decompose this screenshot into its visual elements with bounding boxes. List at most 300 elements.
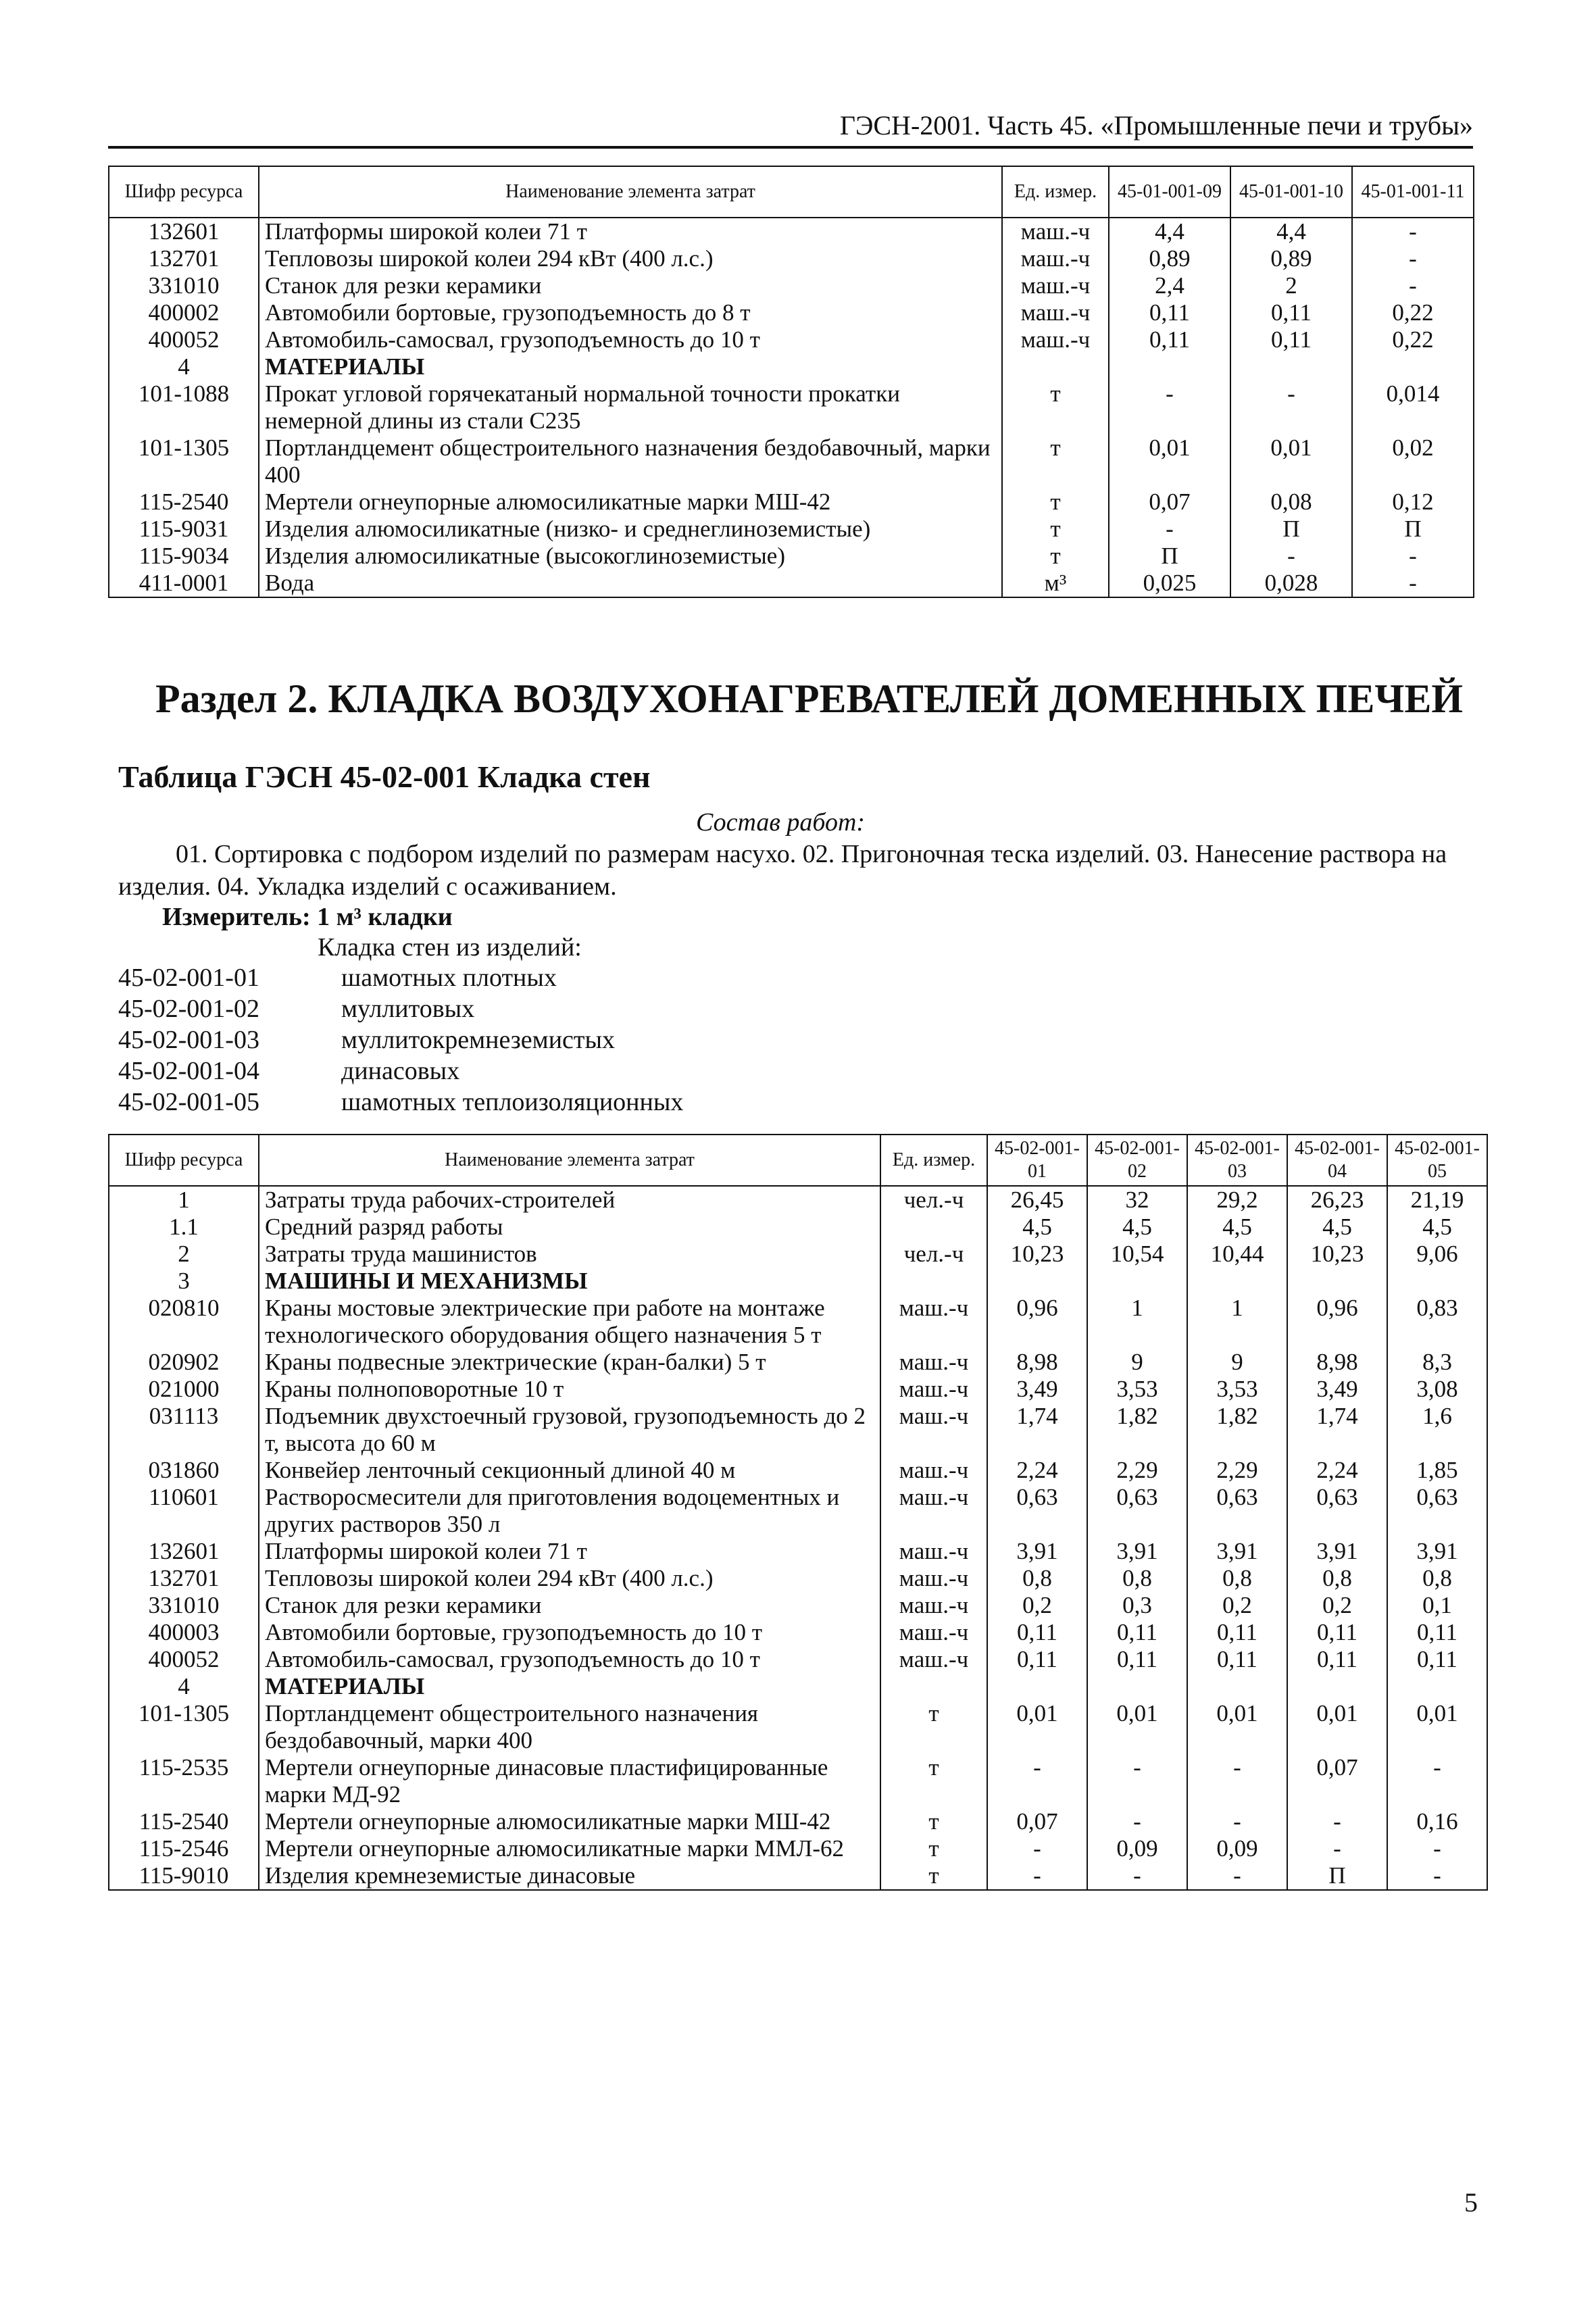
unit-cell: маш.-ч [1002,218,1109,245]
resource-code-cell: 115-9034 [109,543,259,570]
list-item [118,1056,929,1087]
value-cell: 4,4 [1109,218,1230,245]
table-row [109,1862,1487,1890]
table-row [109,353,1474,380]
table-row [109,1186,1487,1214]
value-cell: 0,63 [1087,1484,1187,1538]
resource-name-cell: Станок для резки керамики [259,272,1002,299]
unit-cell: т [880,1700,987,1754]
table-row [109,272,1474,299]
value-cell: 2,29 [1087,1457,1187,1484]
resource-code-cell: 1.1 [109,1214,259,1241]
unit-cell: т [880,1835,987,1862]
resource-name-cell: Автомобили бортовые, грузоподъемность до 8 т [259,299,1002,326]
table-row [109,326,1474,353]
table-row [109,1619,1487,1646]
variant-code: 45-02-001-02 [118,995,259,1023]
unit-cell: т [1002,543,1109,570]
value-cell: 8,3 [1387,1349,1487,1376]
value-cell: 0,11 [1187,1619,1287,1646]
value-cell: - [1287,1808,1387,1835]
resource-name-cell: Платформы широкой колеи 71 т [259,218,1002,245]
value-cell: 9 [1187,1349,1287,1376]
resource-name-cell: МАТЕРИАЛЫ [259,353,1002,380]
value-cell: 26,45 [987,1186,1087,1214]
value-cell: 0,11 [1230,299,1352,326]
resource-name-cell: Конвейер ленточный секционный длиной 40 м [259,1457,880,1484]
table-row [109,1646,1487,1673]
value-cell: - [1387,1754,1487,1808]
resource-name-cell: Изделия алюмосиликатные (низко- и среднеглиноземистые) [259,516,1002,543]
value-cell: 0,11 [987,1619,1087,1646]
unit-cell: маш.-ч [880,1376,987,1403]
value-cell: 1,74 [1287,1403,1387,1457]
value-cell: 0,8 [987,1565,1087,1592]
value-cell: 0,8 [1387,1565,1487,1592]
variants-list [118,963,929,1118]
variants-caption: Кладка стен из изделий: [318,933,582,962]
value-cell: 26,23 [1287,1186,1387,1214]
value-cell: 8,98 [987,1349,1087,1376]
value-cell: 0,96 [1287,1295,1387,1349]
value-cell: - [1287,1835,1387,1862]
value-cell: 9,06 [1387,1241,1487,1268]
variant-code: 45-02-001-01 [118,964,259,992]
unit-cell [880,1268,987,1295]
table-row [109,1538,1487,1565]
list-item [118,994,929,1025]
header-cell: 45-02-001-05 [1387,1135,1487,1186]
resource-name-cell: Подъемник двухстоечный грузовой, грузоподъемность до 2 т, высота до 60 м [259,1403,880,1457]
value-cell: 0,01 [1109,434,1230,489]
resource-code-cell: 132701 [109,245,259,272]
value-cell: - [1187,1808,1287,1835]
value-cell: - [1087,1808,1187,1835]
value-cell: 1,6 [1387,1403,1487,1457]
value-cell: 2,24 [987,1457,1087,1484]
unit-cell [1002,353,1109,380]
unit-cell: маш.-ч [880,1403,987,1457]
value-cell: 0,11 [1387,1646,1487,1673]
resource-code-cell: 021000 [109,1376,259,1403]
resource-code-cell: 132701 [109,1565,259,1592]
variant-name: муллитовых [341,995,475,1023]
resource-code-cell: 2 [109,1241,259,1268]
value-cell: 4,5 [1187,1214,1287,1241]
unit-cell: маш.-ч [880,1565,987,1592]
unit-cell: т [880,1862,987,1890]
value-cell: 4,4 [1230,218,1352,245]
value-cell [987,1268,1087,1295]
table-row [109,299,1474,326]
value-cell [1187,1268,1287,1295]
value-cell: 0,11 [1109,326,1230,353]
resource-code-cell: 4 [109,353,259,380]
value-cell: 10,44 [1187,1241,1287,1268]
unit-cell: т [1002,380,1109,434]
resource-name-cell: Автомобиль-самосвал, грузоподъемность до 10 т [259,326,1002,353]
resource-name-cell: Изделия алюмосиликатные (высокоглиноземистые) [259,543,1002,570]
table-title: Таблица ГЭСН 45-02-001 Кладка стен [118,760,651,794]
variant-name: муллитокремнеземистых [341,1026,616,1054]
value-cell: - [1087,1754,1187,1808]
table-row [109,570,1474,597]
resource-code-cell: 1 [109,1186,259,1214]
table-row [109,1349,1487,1376]
value-cell: 0,89 [1230,245,1352,272]
value-cell: - [1387,1862,1487,1890]
resource-code-cell: 331010 [109,272,259,299]
header-cell: 45-02-001-04 [1287,1135,1387,1186]
value-cell: 0,8 [1187,1565,1287,1592]
resource-code-cell: 020902 [109,1349,259,1376]
value-cell: 2 [1230,272,1352,299]
value-cell: 0,12 [1352,489,1474,516]
value-cell: - [987,1754,1087,1808]
value-cell: 0,63 [1287,1484,1387,1538]
resource-code-cell: 020810 [109,1295,259,1349]
value-cell: 1,82 [1187,1403,1287,1457]
value-cell: 0,07 [1109,489,1230,516]
table-row [109,1214,1487,1241]
resource-name-cell: Портландцемент общестроительного назначения бездобавочный, марки 400 [259,1700,880,1754]
resource-code-cell: 331010 [109,1592,259,1619]
unit-cell: маш.-ч [880,1592,987,1619]
value-cell: 3,49 [987,1376,1087,1403]
variant-name: шамотных теплоизоляционных [341,1088,684,1116]
resource-name-cell: Автомобиль-самосвал, грузоподъемность до 10 т [259,1646,880,1673]
value-cell: 0,11 [1230,326,1352,353]
unit-cell: т [880,1808,987,1835]
resource-name-cell: Мертели огнеупорные динасовые пластифицированные марки МД-92 [259,1754,880,1808]
unit-cell: т [1002,434,1109,489]
value-cell: 3,53 [1187,1376,1287,1403]
resource-name-cell: Краны полноповоротные 10 т [259,1376,880,1403]
value-cell: 10,23 [1287,1241,1387,1268]
value-cell: 0,11 [987,1646,1087,1673]
variant-name: шамотных плотных [341,964,557,992]
value-cell: 29,2 [1187,1186,1287,1214]
value-cell: П [1352,516,1474,543]
resource-code-cell: 400052 [109,1646,259,1673]
resource-name-cell: Растворосмесители для приготовления водоцементных и других растворов 350 л [259,1484,880,1538]
resource-name-cell: МАШИНЫ И МЕХАНИЗМЫ [259,1268,880,1295]
value-cell: 3,53 [1087,1376,1187,1403]
variant-code: 45-02-001-03 [118,1026,259,1054]
resource-code-cell: 132601 [109,1538,259,1565]
resource-name-cell: Изделия кремнеземистые динасовые [259,1862,880,1890]
resource-code-cell: 115-2535 [109,1754,259,1808]
unit-cell: маш.-ч [880,1646,987,1673]
value-cell: 0,2 [1187,1592,1287,1619]
unit-cell: чел.-ч [880,1241,987,1268]
unit-cell: т [880,1754,987,1808]
value-cell: 0,22 [1352,326,1474,353]
value-cell: 0,11 [1287,1646,1387,1673]
value-cell: - [987,1862,1087,1890]
resource-code-cell: 400052 [109,326,259,353]
resource-table-2 [108,1134,1488,1891]
value-cell: 0,01 [1187,1700,1287,1754]
value-cell: 8,98 [1287,1349,1387,1376]
section-title: Раздел 2. КЛАДКА ВОЗДУХОНАГРЕВАТЕЛЕЙ ДОМЕННЫХ ПЕЧЕЙ [155,676,1464,721]
value-cell: 1 [1087,1295,1187,1349]
value-cell [1352,353,1474,380]
resource-code-cell: 110601 [109,1484,259,1538]
header-cell: 45-02-001-03 [1187,1135,1287,1186]
value-cell: 1,74 [987,1403,1087,1457]
value-cell: 0,22 [1352,299,1474,326]
table-row [109,1565,1487,1592]
table-row [109,1403,1487,1457]
header-cell: Наименование элемента затрат [259,166,1002,218]
value-cell: 3,91 [987,1538,1087,1565]
header-cell: 45-02-001-02 [1087,1135,1187,1186]
value-cell: 0,01 [1287,1700,1387,1754]
value-cell: - [1187,1862,1287,1890]
unit-cell [880,1673,987,1700]
resource-name-cell: Портландцемент общестроительного назначения бездобавочный, марки 400 [259,434,1002,489]
variant-code: 45-02-001-05 [118,1088,259,1116]
value-cell: - [1387,1835,1487,1862]
value-cell: 4,5 [1087,1214,1187,1241]
resource-table-1 [108,166,1474,598]
resource-code-cell: 101-1305 [109,434,259,489]
value-cell: 1,85 [1387,1457,1487,1484]
unit-cell: т [1002,489,1109,516]
value-cell: 2,4 [1109,272,1230,299]
value-cell: 0,1 [1387,1592,1487,1619]
value-cell [1287,1268,1387,1295]
value-cell: - [1352,543,1474,570]
value-cell: 4,5 [987,1214,1087,1241]
value-cell: 1,82 [1087,1403,1187,1457]
value-cell: 9 [1087,1349,1187,1376]
table-row [109,1835,1487,1862]
table-row [109,1592,1487,1619]
unit-cell: маш.-ч [1002,272,1109,299]
value-cell: П [1109,543,1230,570]
value-cell: - [1352,570,1474,597]
value-cell: П [1230,516,1352,543]
list-item [118,1087,929,1118]
page-number: 5 [1464,2187,1478,2218]
value-cell: 0,2 [987,1592,1087,1619]
value-cell: 0,11 [1109,299,1230,326]
page-header [108,107,1473,149]
unit-cell: маш.-ч [880,1457,987,1484]
unit-cell: чел.-ч [880,1186,987,1214]
unit-cell: маш.-ч [880,1538,987,1565]
header-cell: 45-01-001-11 [1352,166,1474,218]
value-cell [1087,1268,1187,1295]
table-row [109,1376,1487,1403]
table-row [109,543,1474,570]
value-cell: 0,63 [987,1484,1087,1538]
unit-cell: маш.-ч [880,1349,987,1376]
resource-code-cell: 411-0001 [109,570,259,597]
resource-name-cell: Мертели огнеупорные алюмосиликатные марки МШ-42 [259,489,1002,516]
variant-code: 45-02-001-04 [118,1057,259,1085]
value-cell: 4,5 [1387,1214,1487,1241]
value-cell: 0,08 [1230,489,1352,516]
table-row [109,1295,1487,1349]
resource-name-cell: Станок для резки керамики [259,1592,880,1619]
value-cell: 10,23 [987,1241,1087,1268]
resource-name-cell: Краны подвесные электрические (кран-балки) 5 т [259,1349,880,1376]
value-cell: 4,5 [1287,1214,1387,1241]
resource-code-cell: 115-2540 [109,1808,259,1835]
value-cell: 0,01 [1230,434,1352,489]
resource-code-cell: 115-2540 [109,489,259,516]
table-row [109,1268,1487,1295]
resource-code-cell: 101-1088 [109,380,259,434]
value-cell: 0,07 [1287,1754,1387,1808]
value-cell: 3,49 [1287,1376,1387,1403]
unit-cell [880,1214,987,1241]
table-row [109,1754,1487,1808]
unit-cell: маш.-ч [1002,245,1109,272]
value-cell: 1 [1187,1295,1287,1349]
unit-cell: маш.-ч [1002,326,1109,353]
header-cell: Наименование элемента затрат [259,1135,880,1186]
resource-code-cell: 031860 [109,1457,259,1484]
value-cell: 0,01 [987,1700,1087,1754]
resource-code-cell: 132601 [109,218,259,245]
value-cell: 0,025 [1109,570,1230,597]
value-cell: - [1230,543,1352,570]
header-cell: Ед. измер. [880,1135,987,1186]
value-cell: 0,01 [1087,1700,1187,1754]
value-cell: 0,02 [1352,434,1474,489]
value-cell: 0,11 [1287,1619,1387,1646]
resource-name-cell: Средний разряд работы [259,1214,880,1241]
unit-cell: м³ [1002,570,1109,597]
value-cell [1287,1673,1387,1700]
resource-code-cell: 115-2546 [109,1835,259,1862]
value-cell: 0,09 [1087,1835,1187,1862]
header-cell: Шифр ресурса [109,166,259,218]
table-row [109,434,1474,489]
value-cell: 0,16 [1387,1808,1487,1835]
value-cell: 0,83 [1387,1295,1487,1349]
header-cell: Ед. измер. [1002,166,1109,218]
value-cell: 0,07 [987,1808,1087,1835]
resource-name-cell: Вода [259,570,1002,597]
value-cell [1230,353,1352,380]
header-text: ГЭСН-2001. Часть 45. «Промышленные печи и трубы» [839,110,1473,141]
table-row [109,1484,1487,1538]
resource-code-cell: 115-9010 [109,1862,259,1890]
value-cell: 0,11 [1387,1619,1487,1646]
value-cell: 0,11 [1187,1646,1287,1673]
resource-code-cell: 101-1305 [109,1700,259,1754]
value-cell: П [1287,1862,1387,1890]
value-cell: 0,63 [1387,1484,1487,1538]
value-cell: - [1352,245,1474,272]
resource-code-cell: 3 [109,1268,259,1295]
value-cell: - [1187,1754,1287,1808]
resource-name-cell: Затраты труда рабочих-строителей [259,1186,880,1214]
table-header-row [109,1135,1487,1186]
table-row [109,1457,1487,1484]
resource-name-cell: Мертели огнеупорные алюмосиликатные марки МШ-42 [259,1808,880,1835]
table-header-row [109,166,1474,218]
resource-code-cell: 400003 [109,1619,259,1646]
resource-code-cell: 400002 [109,299,259,326]
resource-code-cell: 4 [109,1673,259,1700]
value-cell: - [1230,380,1352,434]
unit-cell: маш.-ч [1002,299,1109,326]
header-cell: Шифр ресурса [109,1135,259,1186]
value-cell: 0,2 [1287,1592,1387,1619]
value-cell: 0,014 [1352,380,1474,434]
table-row [109,218,1474,245]
measure-unit: Измеритель: 1 м³ кладки [162,903,453,931]
table-row [109,1808,1487,1835]
value-cell: 3,91 [1287,1538,1387,1565]
unit-cell: т [1002,516,1109,543]
table-row [109,516,1474,543]
table-row [109,380,1474,434]
value-cell: 0,01 [1387,1700,1487,1754]
resource-code-cell: 115-9031 [109,516,259,543]
resource-name-cell: Платформы широкой колеи 71 т [259,1538,880,1565]
header-cell: 45-02-001-01 [987,1135,1087,1186]
resource-name-cell: Тепловозы широкой колеи 294 кВт (400 л.с.) [259,245,1002,272]
value-cell: 0,8 [1087,1565,1187,1592]
value-cell: 0,89 [1109,245,1230,272]
value-cell: 3,91 [1187,1538,1287,1565]
unit-cell: маш.-ч [880,1484,987,1538]
value-cell: 0,3 [1087,1592,1187,1619]
resource-name-cell: Прокат угловой горячекатаный нормальной точности прокатки немерной длины из стали С235 [259,380,1002,434]
value-cell: 0,8 [1287,1565,1387,1592]
value-cell: 0,11 [1087,1619,1187,1646]
value-cell: - [1087,1862,1187,1890]
resource-code-cell: 031113 [109,1403,259,1457]
value-cell: 3,91 [1387,1538,1487,1565]
unit-cell: маш.-ч [880,1619,987,1646]
value-cell: 3,91 [1087,1538,1187,1565]
value-cell: - [1352,218,1474,245]
header-cell: 45-01-001-10 [1230,166,1352,218]
value-cell: 0,96 [987,1295,1087,1349]
value-cell [1109,353,1230,380]
value-cell [1387,1268,1487,1295]
resource-name-cell: Тепловозы широкой колеи 294 кВт (400 л.с.) [259,1565,880,1592]
work-composition-label: Состав работ: [696,808,866,837]
resource-name-cell: Автомобили бортовые, грузоподъемность до 10 т [259,1619,880,1646]
resource-name-cell: Мертели огнеупорные алюмосиликатные марки ММЛ-62 [259,1835,880,1862]
table-row [109,245,1474,272]
value-cell: 0,63 [1187,1484,1287,1538]
value-cell: 2,24 [1287,1457,1387,1484]
resource-name-cell: МАТЕРИАЛЫ [259,1673,880,1700]
resource-name-cell: Краны мостовые электрические при работе на монтаже технологического оборудования общего назначения 5 т [259,1295,880,1349]
value-cell: 0,11 [1087,1646,1187,1673]
work-composition-text: 01. Сортировка с подбором изделий по размерам насухо. 02. Пригоночная теска изделий. 03. Нанесение раствора на изделия. 04. Укладка изделий с осаживанием. [118,840,1447,901]
value-cell: 21,19 [1387,1186,1487,1214]
value-cell: - [987,1835,1087,1862]
table-row [109,1700,1487,1754]
value-cell: - [1109,380,1230,434]
table-row [109,1241,1487,1268]
value-cell [1087,1673,1187,1700]
table-row [109,489,1474,516]
value-cell: 32 [1087,1186,1187,1214]
value-cell [987,1673,1087,1700]
